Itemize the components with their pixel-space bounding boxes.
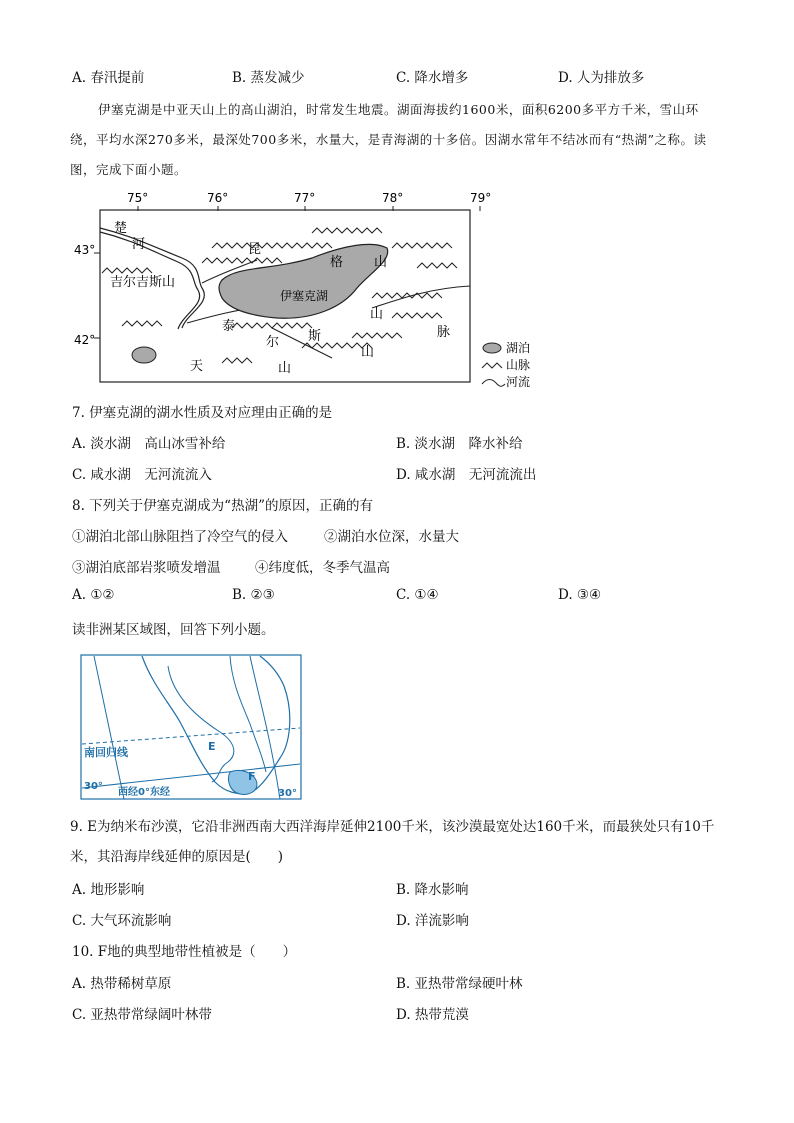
label-shan3: 山 xyxy=(278,361,292,376)
map-legend xyxy=(482,340,530,388)
q10-option-d[interactable]: D. 热带荒漠 xyxy=(396,1007,469,1023)
q10-option-c[interactable]: C. 亚热带常绿阔叶林带 xyxy=(72,1007,212,1023)
q8-item-4: ④纬度低，冬季气温高 xyxy=(255,560,390,576)
label-shan2: 山 xyxy=(370,307,384,322)
label-kyrgyz: 吉尔吉斯山 xyxy=(110,275,176,290)
label-tian: 天 xyxy=(190,359,204,374)
q7-option-d[interactable]: D. 咸水湖 无河流流出 xyxy=(396,467,537,483)
q6-option-c[interactable]: C. 降水增多 xyxy=(396,70,469,86)
label-lake: 伊塞克湖 xyxy=(280,289,329,303)
q8-option-b[interactable]: B. ②③ xyxy=(232,587,275,603)
q8-option-d[interactable]: D. ③④ xyxy=(558,587,602,603)
label-er: 尔 xyxy=(266,335,280,350)
q8-item-1: ①湖泊北部山脉阻挡了冷空气的侵入 xyxy=(72,529,288,545)
legend-river: 河流 xyxy=(506,375,531,388)
label-ge: 格 xyxy=(330,255,344,270)
q8-item-2: ②湖泊水位深，水量大 xyxy=(324,529,459,545)
q6-option-a[interactable]: A. 春汛提前 xyxy=(72,70,145,86)
q9-option-a[interactable]: A. 地形影响 xyxy=(72,882,145,898)
label-lon30: 30° xyxy=(278,788,297,799)
label-kun: 昆 xyxy=(248,242,262,257)
issyk-kul-lake xyxy=(219,244,388,318)
q9-option-b[interactable]: B. 降水影响 xyxy=(396,882,469,898)
legend-lake-icon xyxy=(483,343,501,353)
q7-stem: 7. 伊塞克湖的湖水性质及对应理由正确的是 xyxy=(72,405,333,421)
q8-item-3: ③湖泊底部岩浆喷发增温 xyxy=(72,560,221,576)
label-shan4: 山 xyxy=(361,345,375,360)
lon-label-77: 77° xyxy=(294,191,316,205)
label-f: F xyxy=(248,770,256,783)
q7-option-b[interactable]: B. 淡水湖 降水补给 xyxy=(396,436,523,452)
q7-option-a[interactable]: A. 淡水湖 高山冰雪补给 xyxy=(72,436,226,452)
lon-label-78: 78° xyxy=(382,191,404,205)
q9-stem: 9. E为纳米布沙漠，它沿非洲西南大西洋海岸延伸2100千米，该沙漠最宽处达160千米，而最狭处只有10千米，其沿海岸线延伸的原因是( ) xyxy=(70,819,715,865)
label-chu: 楚 xyxy=(114,221,128,236)
q10-option-b[interactable]: B. 亚热带常绿硬叶林 xyxy=(396,976,523,992)
lon-label-76: 76° xyxy=(207,191,229,205)
namib-boundary xyxy=(168,666,234,782)
label-tai: 泰 xyxy=(222,319,236,334)
africa-map xyxy=(80,654,304,802)
q10-option-a[interactable]: A. 热带稀树草原 xyxy=(72,976,172,992)
label-lat30: 30° xyxy=(84,781,103,792)
lat-label-42: 42° xyxy=(74,333,96,347)
label-he: 河 xyxy=(132,237,146,252)
legend-mountain: 山脉 xyxy=(506,358,531,372)
label-mai: 脉 xyxy=(437,325,451,340)
label-si: 斯 xyxy=(308,329,322,344)
q9-option-d[interactable]: D. 洋流影响 xyxy=(396,913,469,929)
africa-intro: 读非洲某区域图，回答下列小题。 xyxy=(72,622,275,638)
lat30-line xyxy=(82,764,300,788)
tropic-line xyxy=(82,728,300,744)
q8-option-c[interactable]: C. ①④ xyxy=(396,587,439,603)
legend-river-icon xyxy=(482,380,505,387)
q8-stem: 8. 下列关于伊塞克湖成为“热湖”的原因，正确的有 xyxy=(72,498,373,514)
issyk-kul-map xyxy=(72,188,552,388)
lon-label-79: 79° xyxy=(470,191,492,205)
lat-label-43: 43° xyxy=(74,243,96,257)
small-lake xyxy=(132,347,156,363)
q7-option-c[interactable]: C. 咸水湖 无河流流入 xyxy=(72,467,212,483)
label-meridian: 西经0°东经 xyxy=(118,787,170,798)
label-e: E xyxy=(208,740,216,753)
lon-label-75: 75° xyxy=(127,191,149,205)
q6-option-b[interactable]: B. 蒸发减少 xyxy=(232,70,305,86)
label-shan1: 山 xyxy=(374,255,388,270)
label-tropic: 南回归线 xyxy=(84,746,128,759)
q6-option-d[interactable]: D. 人为排放多 xyxy=(558,70,645,86)
passage-issyk-kul: 伊塞克湖是中亚天山上的高山湖泊，时常发生地震。湖面海拔约1600米，面积6200多平方千米，雪山环绕，平均水深270多米，最深处700多米，水量大，是青海湖的十多倍。因湖水常年不结冰而有“热湖”之称。读图，完成下面小题。 xyxy=(70,102,707,177)
q8-option-a[interactable]: A. ①② xyxy=(72,587,115,603)
legend-mountain-icon xyxy=(482,363,502,368)
legend-lake: 湖泊 xyxy=(506,341,531,355)
q10-stem: 10. F地的典型地带性植被是（ ） xyxy=(72,944,297,960)
q9-option-c[interactable]: C. 大气环流影响 xyxy=(72,913,172,929)
